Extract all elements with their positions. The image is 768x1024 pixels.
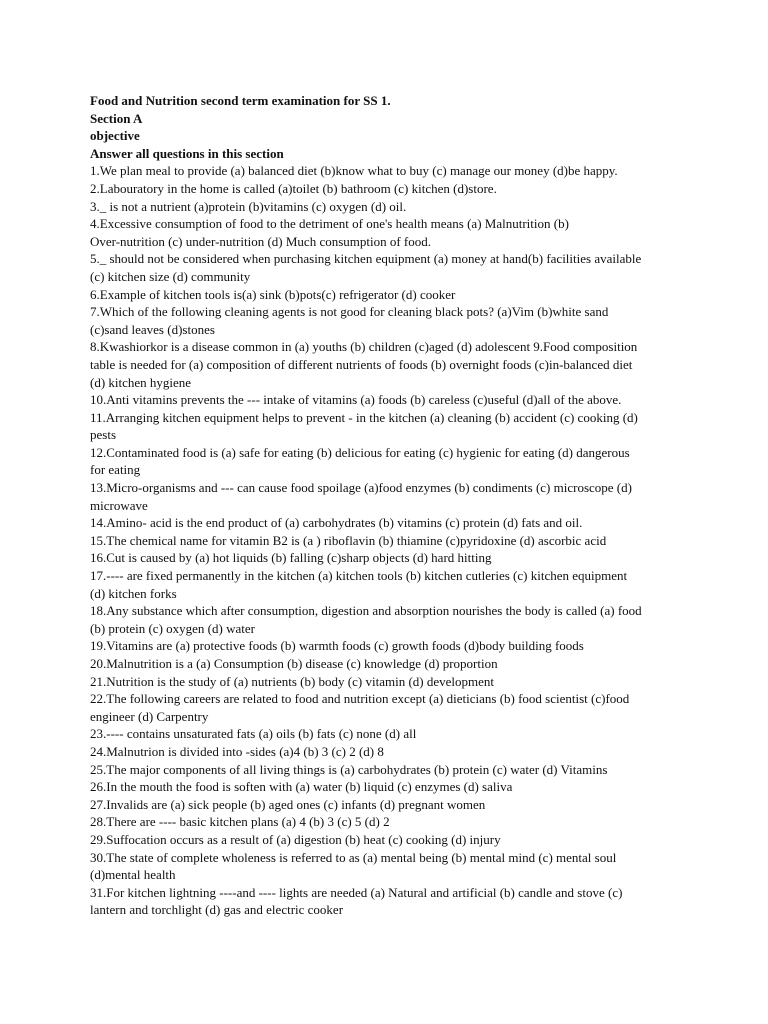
subsection-heading: objective <box>90 128 140 144</box>
exam-page <box>90 92 690 919</box>
question-line: lantern and torchlight (d) gas and electric cooker <box>90 902 344 918</box>
question-line: 16.Cut is caused by (a) hot liquids (b) falling (c)sharp objects (d) hard hitting <box>90 550 492 566</box>
question-line: (c)sand leaves (d)stones <box>90 321 215 337</box>
question-line: 17.---- are fixed permanently in the kitchen (a) kitchen tools (b) kitchen cutleries (c) kitchen equipment <box>90 568 628 584</box>
question-line: 18.Any substance which after consumption, digestion and absorption nourishes the body is called (a) food <box>90 603 642 619</box>
question-line: 20.Malnutrition is a (a) Consumption (b) disease (c) knowledge (d) proportion <box>90 656 498 671</box>
question-line: 10.Anti vitamins prevents the --- intake of vitamins (a) foods (b) careless (c)useful (d)all of the above. <box>90 392 622 408</box>
question-line: 3._ is not a nutrient (a)protein (b)vitamins (c) oxygen (d) oil. <box>90 198 407 214</box>
question-line: 12.Contaminated food is (a) safe for eating (b) delicious for eating (c) hygienic for eating (d) dangerous <box>90 444 630 460</box>
question-line: pests <box>90 427 116 443</box>
question-line: 29.Suffocation occurs as a result of (a) digestion (b) heat (c) cooking (d) injury <box>90 831 501 847</box>
question-line: 23.---- contains unsaturated fats (a) oils (b) fats (c) none (d) all <box>90 726 417 742</box>
question-line: for eating <box>90 462 141 478</box>
question-line: 26.In the mouth the food is soften with (a) water (b) liquid (c) enzymes (d) saliva <box>90 779 513 795</box>
question-line: 7.Which of the following cleaning agents is not good for cleaning black pots? (a)Vim (b)white sand <box>90 304 609 320</box>
question-line: 14.Amino- acid is the end product of (a) carbohydrates (b) vitamins (c) protein (d) fats and oil. <box>90 515 583 531</box>
question-line: 2.Labouratory in the home is called (a)toilet (b) bathroom (c) kitchen (d)store. <box>90 180 497 196</box>
question-line: 8.Kwashiorkor is a disease common in (a) youths (b) children (c)aged (d) adolescent 9.Food composition <box>90 339 638 355</box>
question-line: 27.Invalids are (a) sick people (b) aged ones (c) infants (d) pregnant women <box>90 796 486 812</box>
question-line: (d)mental health <box>90 867 176 883</box>
section-heading: Section A <box>90 110 143 126</box>
question-line: (d) kitchen forks <box>90 585 177 601</box>
question-line: 5._ should not be considered when purchasing kitchen equipment (a) money at hand(b) facilities available <box>90 251 642 267</box>
question-line: 24.Malnutrion is divided into -sides (a)4 (b) 3 (c) 2 (d) 8 <box>90 743 384 759</box>
question-line: 13.Micro-organisms and --- can cause food spoilage (a)food enzymes (b) condiments (c) microscope (d) <box>90 480 632 496</box>
question-line: 28.There are ---- basic kitchen plans (a) 4 (b) 3 (c) 5 (d) 2 <box>90 814 390 830</box>
question-line: 6.Example of kitchen tools is(a) sink (b)pots(c) refrigerator (d) cooker <box>90 286 456 302</box>
question-line: table is needed for (a) composition of different nutrients of foods (b) overnight foods (c)in-balanced diet <box>90 356 633 372</box>
instruction-text: Answer all questions in this section <box>90 145 284 161</box>
question-line: engineer (d) Carpentry <box>90 708 209 724</box>
question-line: (d) kitchen hygiene <box>90 374 192 390</box>
question-list <box>90 162 690 919</box>
question-line: 31.For kitchen lightning ----and ---- lights are needed (a) Natural and artificial (b) candle and stove (c) <box>90 884 623 900</box>
question-line: 22.The following careers are related to food and nutrition except (a) dieticians (b) food scientist (c)food <box>90 691 630 707</box>
question-line: 21.Nutrition is the study of (a) nutrients (b) body (c) vitamin (d) development <box>90 673 494 689</box>
question-line: 11.Arranging kitchen equipment helps to prevent - in the kitchen (a) cleaning (b) accident (c) cooking (d) <box>90 409 638 425</box>
question-line: (c) kitchen size (d) community <box>90 268 251 284</box>
question-line: Over-nutrition (c) under-nutrition (d) Much consumption of food. <box>90 233 432 249</box>
question-line: 30.The state of complete wholeness is referred to as (a) mental being (b) mental mind (c) mental soul <box>90 849 617 865</box>
question-line: 25.The major components of all living things is (a) carbohydrates (b) protein (c) water (d) Vitamins <box>90 761 608 777</box>
question-line: 19.Vitamins are (a) protective foods (b) warmth foods (c) growth foods (d)body building foods <box>90 638 584 654</box>
question-line: (b) protein (c) oxygen (d) water <box>90 620 255 636</box>
question-line: 1.We plan meal to provide (a) balanced diet (b)know what to buy (c) manage our money (d)be happy. <box>90 163 618 179</box>
exam-title: Food and Nutrition second term examination for SS 1. <box>90 93 391 108</box>
question-line: microwave <box>90 497 148 513</box>
question-line: 15.The chemical name for vitamin B2 is (a ) riboflavin (b) thiamine (c)pyridoxine (d) ascorbic acid <box>90 532 607 548</box>
question-line: 4.Excessive consumption of food to the detriment of one's health means (a) Malnutrition (b) <box>90 216 569 232</box>
